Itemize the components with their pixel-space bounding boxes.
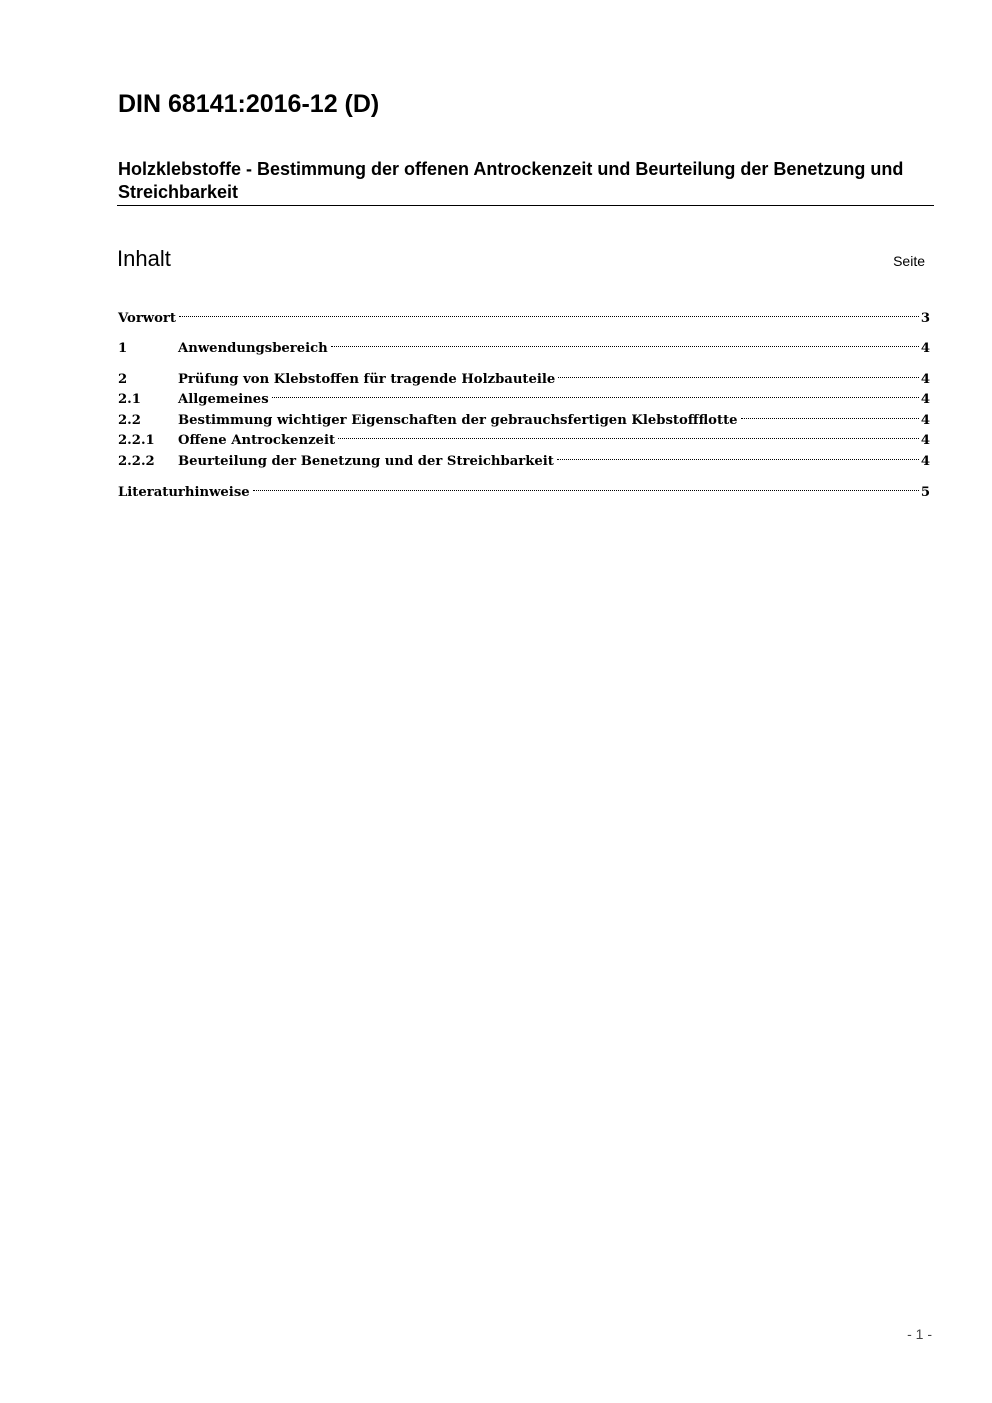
toc-entry-text: Vorwort — [118, 311, 176, 326]
toc-dot-leader — [250, 477, 921, 496]
document-id: DIN 68141:2016-12 (D) — [118, 90, 380, 118]
toc-dot-leader — [554, 446, 921, 465]
toc-entry-text: Bestimmung wichtiger Eigenschaften der gebrauchsfertigen Klebstoffflotte — [178, 413, 738, 428]
toc-entry-number: 2.2 — [118, 413, 141, 428]
toc-entry-text: Beurteilung der Benetzung und der Streichbarkeit — [178, 454, 554, 469]
toc-entry-literaturhinweise[interactable] — [118, 477, 930, 500]
toc-dot-leader — [738, 405, 921, 424]
toc-entry-text: Allgemeines — [178, 392, 269, 407]
toc-dot-leader — [176, 303, 921, 322]
toc-heading: Inhalt — [117, 246, 171, 271]
toc-entry-page: 4 — [920, 454, 930, 469]
toc-entry-number: 1 — [118, 341, 128, 356]
toc-entry-text: Anwendungsbereich — [178, 341, 328, 356]
toc-entry-number: 2.2.2 — [118, 454, 155, 469]
toc-entry-number: 2.2.1 — [118, 433, 155, 448]
toc-entry-bestimmung[interactable] — [118, 405, 930, 428]
toc-entry-vorwort[interactable] — [118, 303, 930, 326]
page-number: - 1 - — [907, 1326, 932, 1342]
toc-entry-page: 4 — [920, 413, 930, 428]
toc-entry-anwendungsbereich[interactable] — [118, 333, 930, 356]
document-title: Holzklebstoffe - Bestimmung der offenen Antrockenzeit und Beurteilung der Benetzung und Streichbarkeit — [118, 159, 904, 202]
toc-entry-page: 4 — [920, 341, 930, 356]
toc-entry-page: 4 — [920, 433, 930, 448]
title-divider — [117, 205, 934, 206]
toc-dot-leader — [335, 425, 921, 444]
toc-dot-leader — [269, 384, 921, 403]
toc-entry-page: 4 — [920, 392, 930, 407]
toc-entry-text: Offene Antrockenzeit — [178, 433, 336, 448]
toc-entry-pruefung[interactable] — [118, 364, 930, 387]
toc-entry-beurteilung[interactable] — [118, 446, 930, 469]
toc-entry-allgemeines[interactable] — [118, 384, 930, 407]
toc-entry-text: Literaturhinweise — [118, 485, 250, 500]
toc-entry-number: 2 — [118, 372, 128, 387]
toc-entry-offene-antrockenzeit[interactable] — [118, 425, 930, 448]
toc-dot-leader — [555, 364, 920, 383]
toc-entry-page: 5 — [920, 485, 930, 500]
toc-entry-page: 4 — [920, 372, 930, 387]
toc-entry-page: 3 — [920, 311, 930, 326]
toc-entry-text: Prüfung von Klebstoffen für tragende Holzbauteile — [178, 372, 556, 387]
toc-page-column-label: Seite — [893, 253, 925, 269]
toc-entry-number: 2.1 — [118, 392, 141, 407]
toc-dot-leader — [328, 333, 921, 352]
